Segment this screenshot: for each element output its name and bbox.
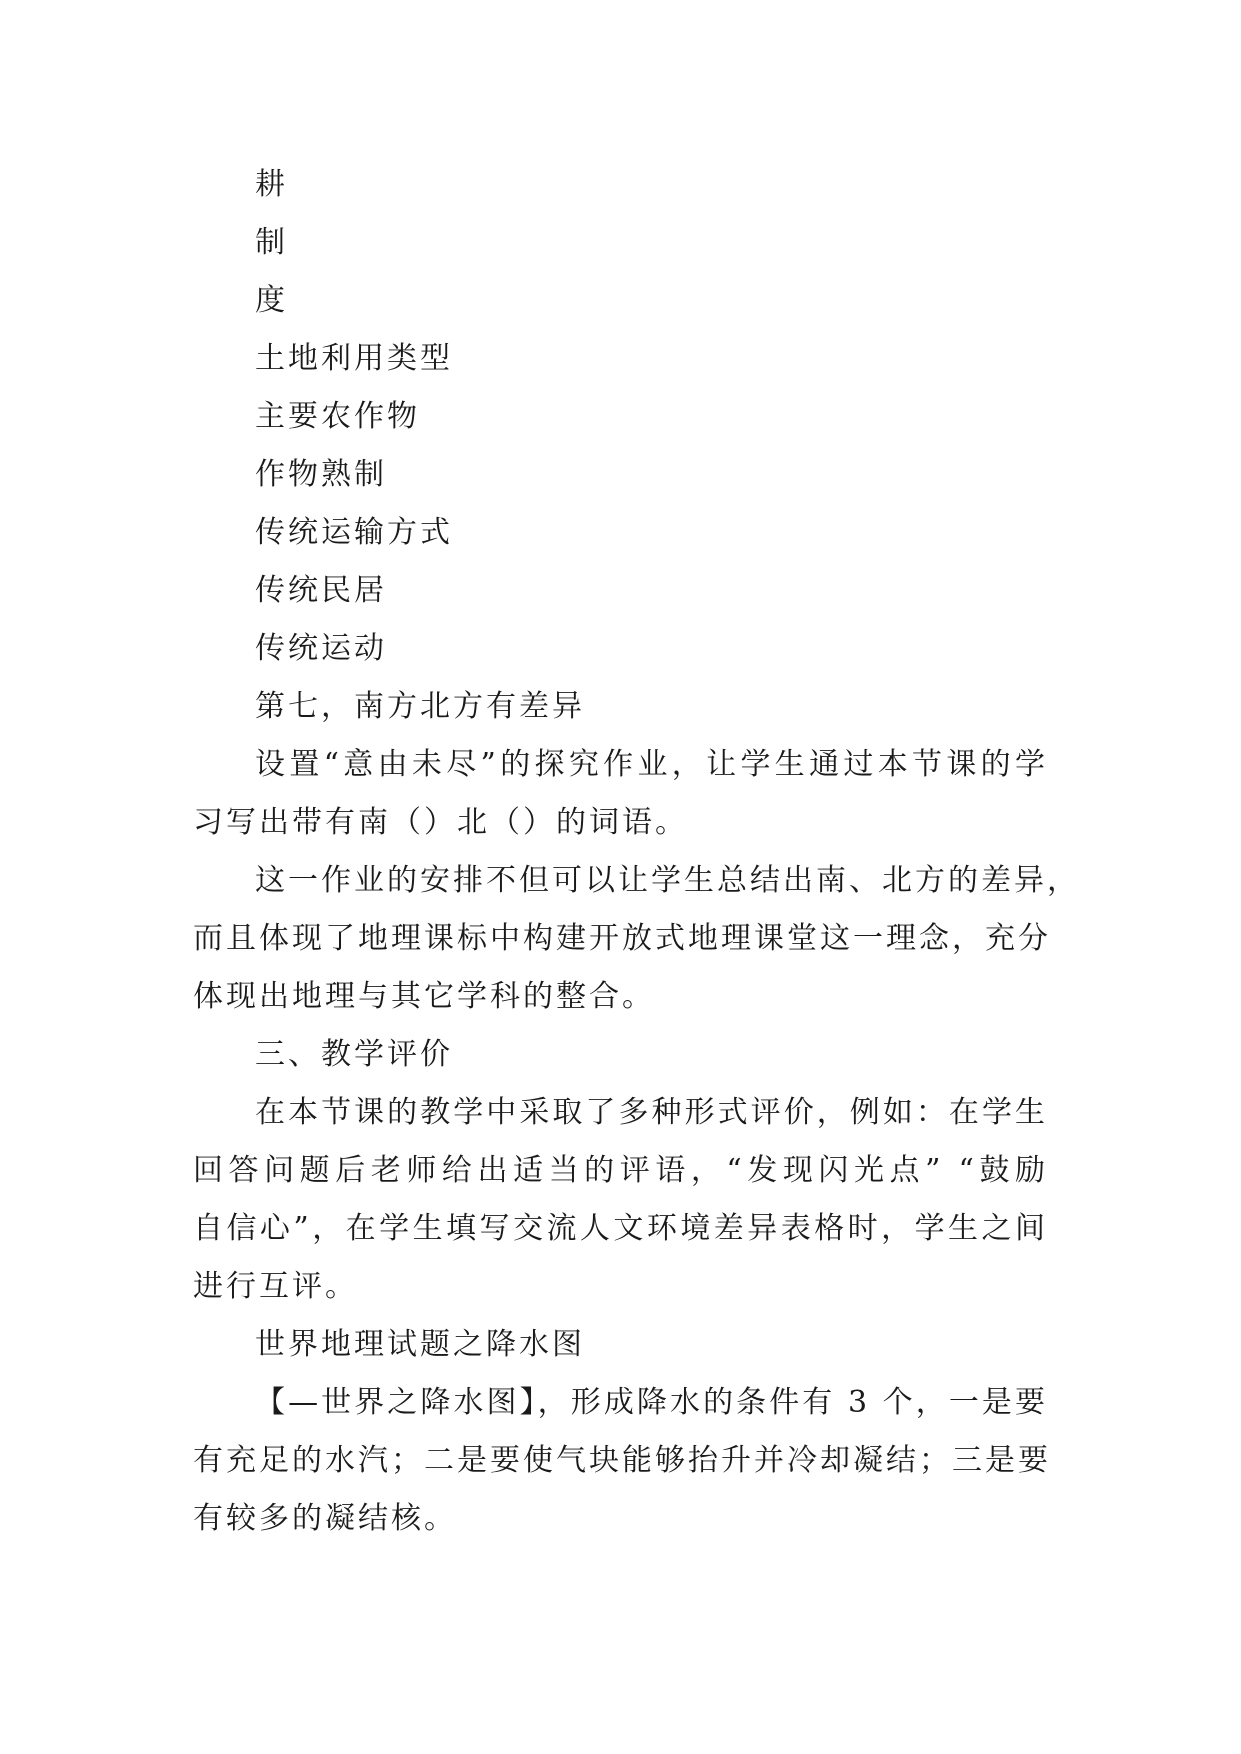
paragraph-line: 而且体现了地理课标中构建开放式地理课堂这一理念，充分 — [193, 921, 1051, 956]
paragraph-line: 设置“意由未尽”的探究作业，让学生通过本节课的学 — [255, 747, 1048, 782]
paragraph-line: 体现出地理与其它学科的整合。 — [193, 979, 655, 1014]
paragraph-line: 自信心”，在学生填写交流人文环境差异表格时，学生之间 — [193, 1211, 1048, 1246]
paragraph-line: 回答问题后老师给出适当的评语，“发现闪光点” “鼓励 — [193, 1153, 1048, 1188]
section-heading: 第七，南方北方有差异 — [255, 689, 585, 724]
text-line: 传统运输方式 — [255, 515, 453, 550]
text-line: 度 — [255, 283, 288, 318]
text-line: 作物熟制 — [255, 457, 387, 492]
text-line: 主要农作物 — [255, 399, 420, 434]
text-line: 传统运动 — [255, 631, 387, 666]
paragraph-line: 有较多的凝结核。 — [193, 1501, 457, 1536]
text-line: 土地利用类型 — [255, 341, 453, 376]
paragraph-line: 在本节课的教学中采取了多种形式评价，例如：在学生 — [255, 1095, 1048, 1130]
paragraph-line: 【—世界之降水图】，形成降水的条件有 3 个，一是要 — [255, 1385, 1048, 1420]
section-heading: 世界地理试题之降水图 — [255, 1327, 585, 1362]
paragraph-line: 这一作业的安排不但可以让学生总结出南、北方的差异， — [255, 863, 1080, 898]
paragraph-line: 有充足的水汽；二是要使气块能够抬升并冷却凝结；三是要 — [193, 1443, 1051, 1478]
paragraph-line: 进行互评。 — [193, 1269, 358, 1304]
section-heading: 三、教学评价 — [255, 1037, 453, 1072]
text-line: 传统民居 — [255, 573, 387, 608]
paragraph-line: 习写出带有南（）北（）的词语。 — [193, 805, 688, 840]
text-line: 制 — [255, 225, 288, 260]
text-line: 耕 — [255, 167, 288, 202]
